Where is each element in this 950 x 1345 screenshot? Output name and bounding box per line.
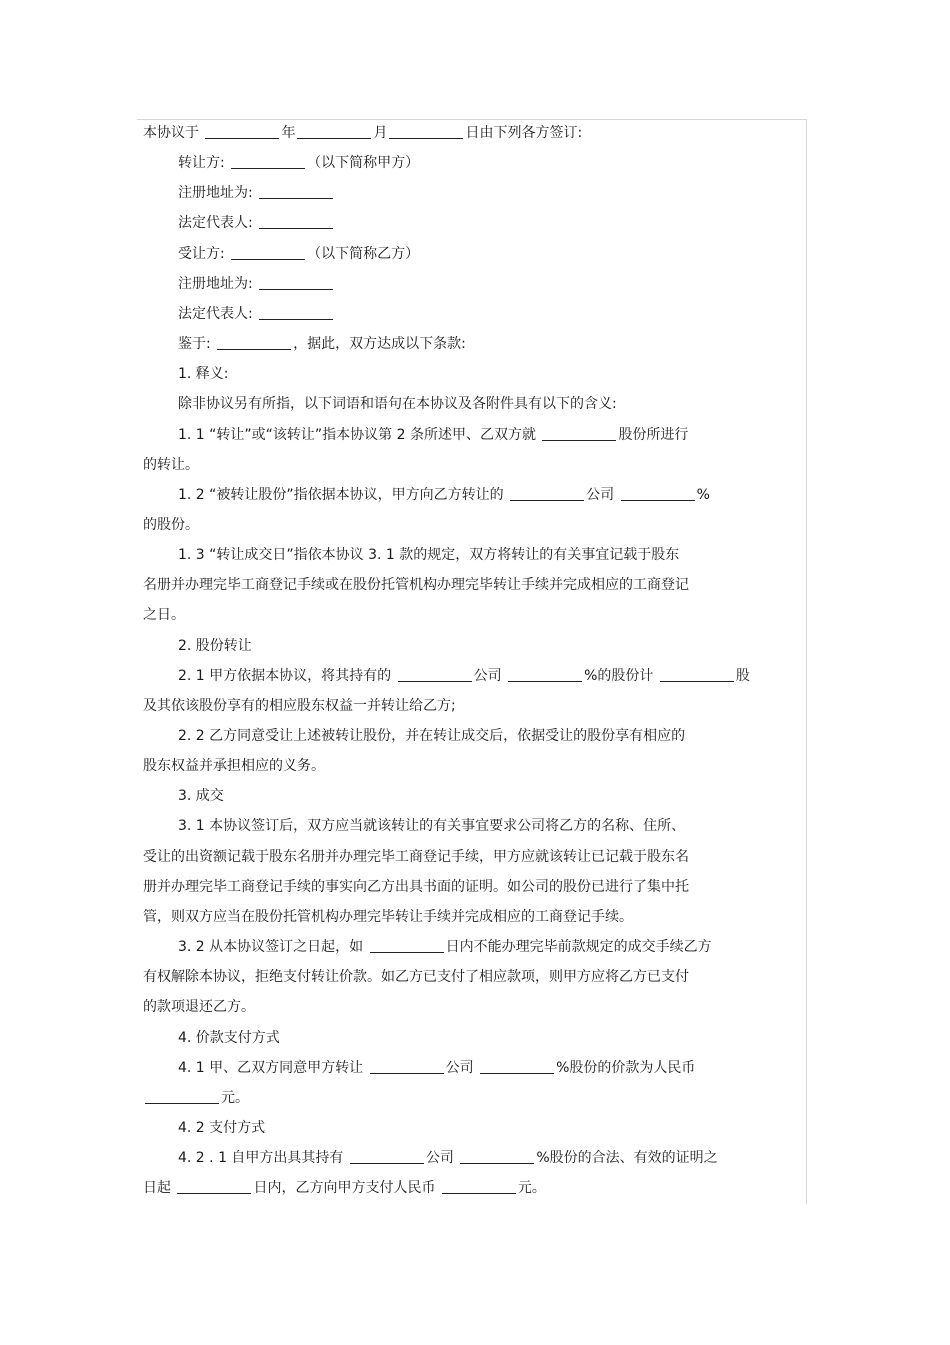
- line-text: 1. 2 “被转让股份”指依据本协议，甲方向乙方转让的: [178, 486, 509, 503]
- line-text: 受让方:: [178, 245, 230, 262]
- document-line: [178, 213, 335, 233]
- fill-in-blank: [205, 124, 279, 139]
- line-text: 鉴于:: [178, 336, 216, 353]
- line-text: 4. 2 支付方式: [178, 1119, 266, 1136]
- fill-in-blank: [259, 305, 333, 320]
- fill-in-blank: [370, 938, 444, 953]
- document-line: [178, 425, 688, 445]
- document-line: [178, 485, 710, 505]
- document-line: [143, 455, 199, 475]
- fill-in-blank: [442, 1179, 516, 1194]
- document-line: [178, 1028, 280, 1048]
- line-text: 股东权益并承担相应的义务。: [143, 758, 325, 775]
- document-line: [178, 636, 252, 656]
- line-text: 有权解除本协议，拒绝支付转让价款。如乙方已支付了相应款项，则甲方应将乙方已支付: [143, 969, 689, 986]
- line-text: 之日。: [143, 607, 185, 624]
- fill-in-blank: [389, 124, 463, 139]
- line-text: 1. 3 “转让成交日”指依本协议 3. 1 款的规定，双方将转让的有关事宜记载于股东: [178, 547, 680, 564]
- line-text: %股份的合法、有效的证明之: [536, 1150, 718, 1167]
- line-text: 3. 成交: [178, 788, 224, 805]
- document-line: [143, 123, 582, 143]
- fill-in-blank: [460, 1149, 534, 1164]
- document-line: [178, 153, 419, 173]
- fill-in-blank: [177, 1179, 251, 1194]
- document-line: [143, 605, 185, 625]
- document-line: [178, 1148, 718, 1168]
- line-text: 法定代表人:: [178, 305, 258, 322]
- line-text: 年: [281, 125, 296, 141]
- line-text: %: [696, 486, 710, 503]
- line-text: 日内不能办理完毕前款规定的成交手续乙方: [445, 939, 712, 956]
- line-text: 4. 1 甲、乙双方同意甲方转让: [178, 1059, 368, 1076]
- document-line: [178, 183, 335, 203]
- document-line: [178, 304, 335, 324]
- line-text: 元。: [517, 1180, 546, 1197]
- line-text: 3. 1 本协议签订后，双方应当就该转让的有关事宜要求公司将乙方的名称、住所、: [178, 818, 686, 835]
- line-text: 的股份。: [143, 516, 199, 533]
- document-line: [143, 756, 325, 776]
- line-text: （以下简称甲方）: [307, 155, 420, 172]
- line-text: 公司: [473, 667, 507, 684]
- document-line: [143, 1088, 249, 1108]
- line-text: 及其依该股份享有的相应股东权益一并转让给乙方;: [143, 697, 456, 714]
- line-text: 3. 2 从本协议签订之日起，如: [178, 939, 368, 956]
- line-text: （以下简称乙方）: [307, 245, 420, 262]
- fill-in-blank: [508, 667, 582, 682]
- document-line: [178, 937, 712, 957]
- line-text: 日由下列各方签订:: [465, 125, 583, 141]
- line-text: 转让方:: [178, 155, 230, 172]
- document-line: [143, 877, 689, 897]
- line-text: 公司: [586, 486, 619, 503]
- fill-in-blank: [510, 486, 584, 501]
- line-text: 注册地址为:: [178, 275, 258, 292]
- fill-in-blank: [370, 1059, 444, 1074]
- document-line: [178, 1058, 695, 1078]
- document-line: [178, 334, 466, 354]
- line-text: 注册地址为:: [178, 185, 258, 202]
- line-text: 的款项退还乙方。: [143, 999, 255, 1016]
- fill-in-blank: [259, 214, 333, 229]
- line-text: 日起: [143, 1180, 176, 1197]
- line-text: 公司: [445, 1059, 479, 1076]
- line-text: 2. 1 甲方依据本协议，将其持有的: [178, 667, 396, 684]
- fill-in-blank: [231, 245, 305, 260]
- line-text: 日内，乙方向甲方支付人民币: [253, 1180, 440, 1197]
- line-text: 除非协议另有所指，以下词语和语句在本协议及各附件具有以下的含义:: [178, 396, 617, 413]
- line-text: 4. 价款支付方式: [178, 1029, 280, 1046]
- document-line: [178, 1118, 265, 1138]
- document-line: [143, 967, 689, 987]
- fill-in-blank: [621, 486, 695, 501]
- line-text: 股: [735, 667, 750, 684]
- line-text: 受让的出资额记载于股东名册并办理完毕工商登记手续，甲方应就该转让已记载于股东名: [143, 848, 689, 865]
- fill-in-blank: [259, 184, 333, 199]
- document-line: [178, 545, 679, 565]
- line-text: 元。: [221, 1089, 249, 1106]
- fill-in-blank: [145, 1089, 219, 1104]
- document-line: [143, 907, 633, 927]
- line-text: 的转让。: [143, 456, 199, 473]
- fill-in-blank: [231, 154, 305, 169]
- line-text: 2. 2 乙方同意受让上述被转让股份，并在转让成交后，依据受让的股份享有相应的: [178, 728, 686, 744]
- document-line: [178, 666, 750, 686]
- document-line: [178, 244, 419, 264]
- document-line: [178, 274, 335, 294]
- fill-in-blank: [660, 667, 734, 682]
- line-text: 法定代表人:: [178, 215, 258, 232]
- fill-in-blank: [297, 124, 371, 139]
- document-line: [178, 726, 685, 746]
- line-text: 股份所进行: [618, 426, 689, 443]
- line-text: 1. 1 “转让”或“该转让”指本协议第 2 条所述甲、乙双方就: [178, 426, 541, 443]
- fill-in-blank: [350, 1149, 424, 1164]
- line-text: %股份的价款为人民币: [556, 1059, 696, 1076]
- document-line: [178, 394, 617, 414]
- line-text: 4. 2 . 1 自甲方出具其持有: [178, 1150, 348, 1167]
- document-line: [178, 786, 224, 806]
- fill-in-blank: [217, 335, 291, 350]
- line-text: 管，则双方应当在股份托管机构办理完毕转让手续并完成相应的工商登记手续。: [143, 908, 633, 925]
- line-text: 本协议于: [143, 125, 204, 141]
- fill-in-blank: [542, 426, 616, 441]
- document-line: [143, 1178, 546, 1198]
- line-text: 册并办理完毕工商登记手续的事实向乙方出具书面的证明。如公司的股份已进行了集中托: [143, 878, 689, 895]
- line-text: 公司: [425, 1150, 459, 1167]
- line-text: 1. 释义:: [178, 366, 229, 383]
- fill-in-blank: [480, 1059, 554, 1074]
- line-text: ，据此，双方达成以下条款:: [293, 336, 466, 353]
- document-line: [178, 816, 685, 836]
- line-text: 名册并办理完毕工商登记手续或在股份托管机构办理完毕转让手续并完成相应的工商登记: [143, 577, 689, 594]
- line-text: 月: [373, 125, 388, 141]
- document-line: [178, 364, 229, 384]
- line-text: 2. 股份转让: [178, 637, 252, 654]
- line-text: %的股份计: [584, 667, 658, 684]
- document-line: [143, 696, 456, 716]
- fill-in-blank: [259, 275, 333, 290]
- document-line: [143, 997, 255, 1017]
- document-line: [143, 515, 199, 535]
- fill-in-blank: [398, 667, 472, 682]
- document-line: [143, 575, 689, 595]
- document-line: [143, 847, 689, 867]
